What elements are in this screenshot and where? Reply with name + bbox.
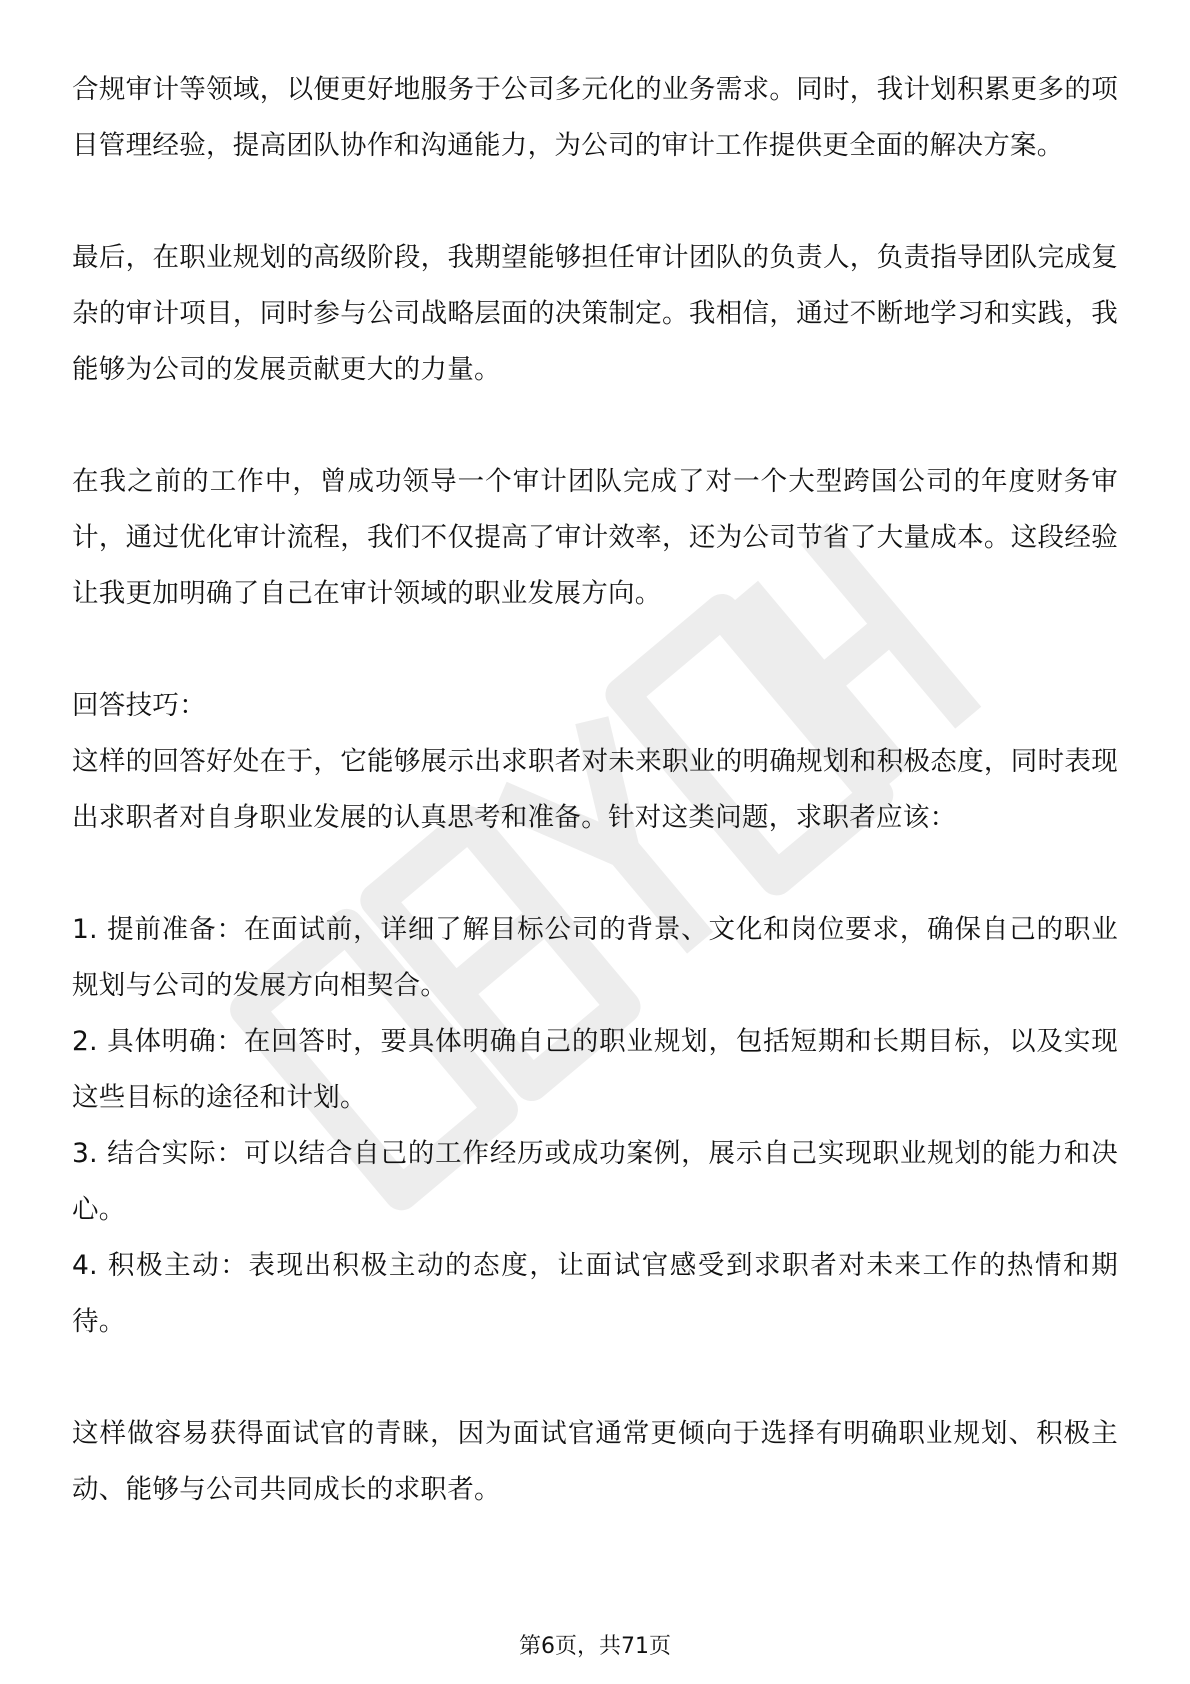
list-item: 1. 提前准备：在面试前，详细了解目标公司的背景、文化和岗位要求，确保自己的职业规划与公司的发展方向相契合。: [72, 914, 1118, 1001]
page-number-footer: 第6页，共71页: [519, 1634, 671, 1659]
tips-list: [72, 902, 1118, 1350]
tips-intro: 这样的回答好处在于，它能够展示出求职者对未来职业的明确规划和积极态度，同时表现出求职者对自身职业发展的认真思考和准备。针对这类问题，求职者应该：: [72, 746, 1118, 833]
list-item: 4. 积极主动：表现出积极主动的态度，让面试官感受到求职者对未来工作的热情和期待。: [72, 1250, 1118, 1337]
list-item: 2. 具体明确：在回答时，要具体明确自己的职业规划，包括短期和长期目标，以及实现这些目标的途径和计划。: [72, 1026, 1118, 1113]
paragraph-senior-stage: 最后，在职业规划的高级阶段，我期望能够担任审计团队的负责人，负责指导团队完成复杂的审计项目，同时参与公司战略层面的决策制定。我相信，通过不断地学习和实践，我能够为公司的发展贡献更大的力量。: [72, 242, 1118, 385]
paragraph-past-experience: 在我之前的工作中，曾成功领导一个审计团队完成了对一个大型跨国公司的年度财务审计，通过优化审计流程，我们不仅提高了审计效率，还为公司节省了大量成本。这段经验让我更加明确了自己在审计领域的职业发展方向。: [72, 466, 1118, 609]
paragraph-career-expansion: 合规审计等领域，以便更好地服务于公司多元化的业务需求。同时，我计划积累更多的项目管理经验，提高团队协作和沟通能力，为公司的审计工作提供更全面的解决方案。: [72, 74, 1118, 161]
paragraph-conclusion: 这样做容易获得面试官的青睐，因为面试官通常更倾向于选择有明确职业规划、积极主动、能够与公司共同成长的求职者。: [72, 1418, 1118, 1505]
document-body: [72, 62, 1118, 1518]
list-item: 3. 结合实际：可以结合自己的工作经历或成功案例，展示自己实现职业规划的能力和决心。: [72, 1138, 1118, 1225]
tips-heading: 回答技巧：: [72, 690, 206, 721]
